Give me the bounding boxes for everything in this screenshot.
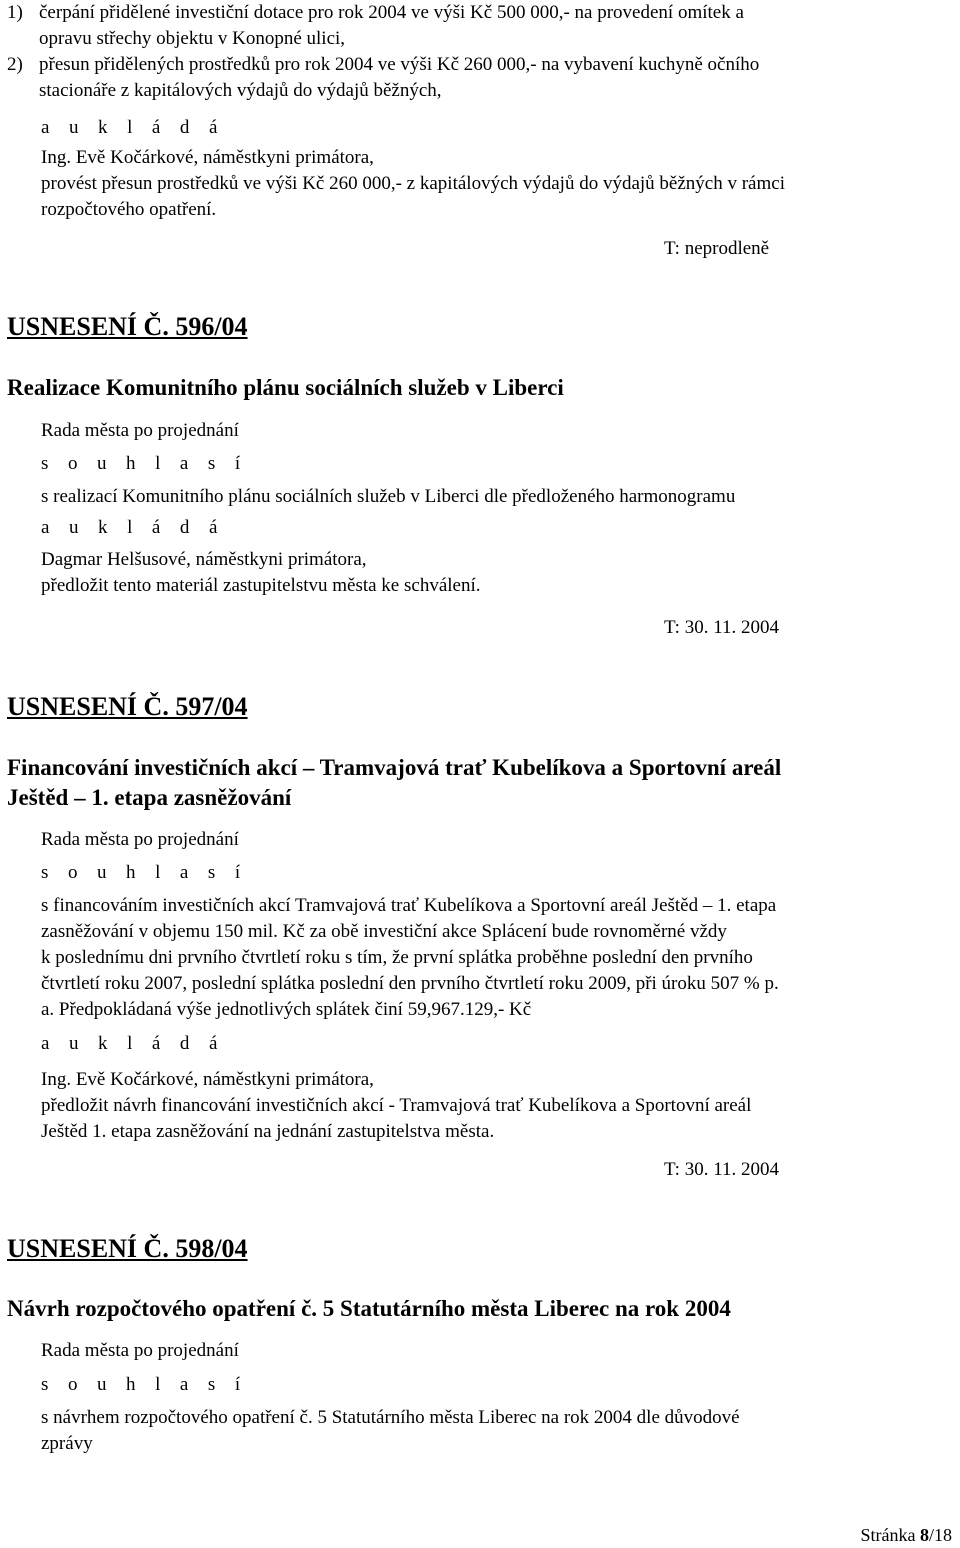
agree-text: s realizací Komunitního plánu sociálních služeb v Liberci dle předloženého harmonogramu [41, 486, 736, 507]
page-label: Stránka [860, 1525, 920, 1545]
agree-text-line: s financováním investičních akcí Tramvajová trať Kubelíkova a Sportovní areál Ještěd – 1. etapa [41, 895, 777, 916]
agree-label: s o u h l a s í [41, 862, 248, 883]
ukl-label: a u k l á d á [41, 1033, 225, 1054]
deadline: T: 30. 11. 2004 [664, 1159, 779, 1180]
agree-label: s o u h l a s í [41, 1374, 248, 1395]
council-line: Rada města po projednání [41, 420, 239, 441]
agree-text-line: a. Předpokládaná výše jednotlivých splátek činí 59,967.129,- Kč [41, 999, 532, 1020]
council-line: Rada města po projednání [41, 829, 239, 850]
list-text-line: čerpání přidělené investiční dotace pro rok 2004 ve výši Kč 500 000,- na provedení omítek a [39, 2, 744, 23]
agree-label: s o u h l a s í [41, 453, 248, 474]
list-number: 1) [7, 2, 23, 23]
list-text-line: opravu střechy objektu v Konopné ulici, [39, 28, 346, 49]
council-line: Rada města po projednání [41, 1340, 239, 1361]
page-total: /18 [928, 1525, 952, 1545]
deadline: T: 30. 11. 2004 [664, 617, 779, 638]
list-number: 2) [7, 54, 23, 75]
agree-text-line: zasněžování v objemu 150 mil. Kč za obě investiční akce Splácení bude rovnoměrné vždy [41, 921, 727, 942]
resolution-title: Návrh rozpočtového opatření č. 5 Statutárního města Liberec na rok 2004 [7, 1296, 731, 1321]
page-current: 8 [919, 1525, 929, 1545]
task-line: provést přesun prostředků ve výši Kč 260 000,- z kapitálových výdajů do výdajů běžných v rámci [41, 173, 785, 194]
list-text [39, 52, 960, 104]
task-line: rozpočtového opatření. [41, 199, 217, 220]
page-number [861, 1522, 953, 1548]
list-text-line: stacionáře z kapitálových výdajů do výdajů běžných, [39, 80, 442, 101]
task-line: předložit tento materiál zastupitelstvu města ke schválení. [41, 575, 481, 596]
agree-text-line: k poslednímu dni prvního čtvrtletí roku s tím, že první splátka proběhne poslední den prvního [41, 947, 753, 968]
list-text [39, 0, 960, 52]
task-line: předložit návrh financování investičních akcí - Tramvajová trať Kubelíkova a Sportovní areál [41, 1095, 752, 1116]
responsible-person: Ing. Evě Kočárkové, náměstkyni primátora, [41, 1069, 374, 1090]
ukl-label: a u k l á d á [41, 117, 225, 138]
responsible-person: Dagmar Helšusové, náměstkyni primátora, [41, 549, 367, 570]
resolution-title: Realizace Komunitního plánu sociálních služeb v Liberci [7, 375, 564, 400]
agree-text-line: zprávy [41, 1433, 93, 1454]
responsible-person: Ing. Evě Kočárkové, náměstkyni primátora, [41, 147, 374, 168]
ukl-label: a u k l á d á [41, 517, 225, 538]
deadline: T: neprodleně [664, 238, 770, 259]
list-text-line: přesun přidělených prostředků pro rok 2004 ve výši Kč 260 000,- na vybavení kuchyně očního [39, 54, 760, 75]
resolution-heading: USNESENÍ Č. 597/04 [7, 692, 248, 721]
resolution-heading: USNESENÍ Č. 598/04 [7, 1234, 248, 1263]
resolution-title: Ještěd – 1. etapa zasněžování [7, 785, 292, 810]
resolution-heading: USNESENÍ Č. 596/04 [7, 312, 248, 341]
task-line: Ještěd 1. etapa zasněžování na jednání zastupitelstva města. [41, 1121, 495, 1142]
agree-text-line: čtvrtletí roku 2007, poslední splátka poslední den prvního čtvrtletí roku 2009, při úroku 507 % p. [41, 973, 779, 994]
agree-text-line: s návrhem rozpočtového opatření č. 5 Statutárního města Liberec na rok 2004 dle důvodové [41, 1407, 740, 1428]
resolution-title: Financování investičních akcí – Tramvajová trať Kubelíkova a Sportovní areál [7, 755, 782, 780]
